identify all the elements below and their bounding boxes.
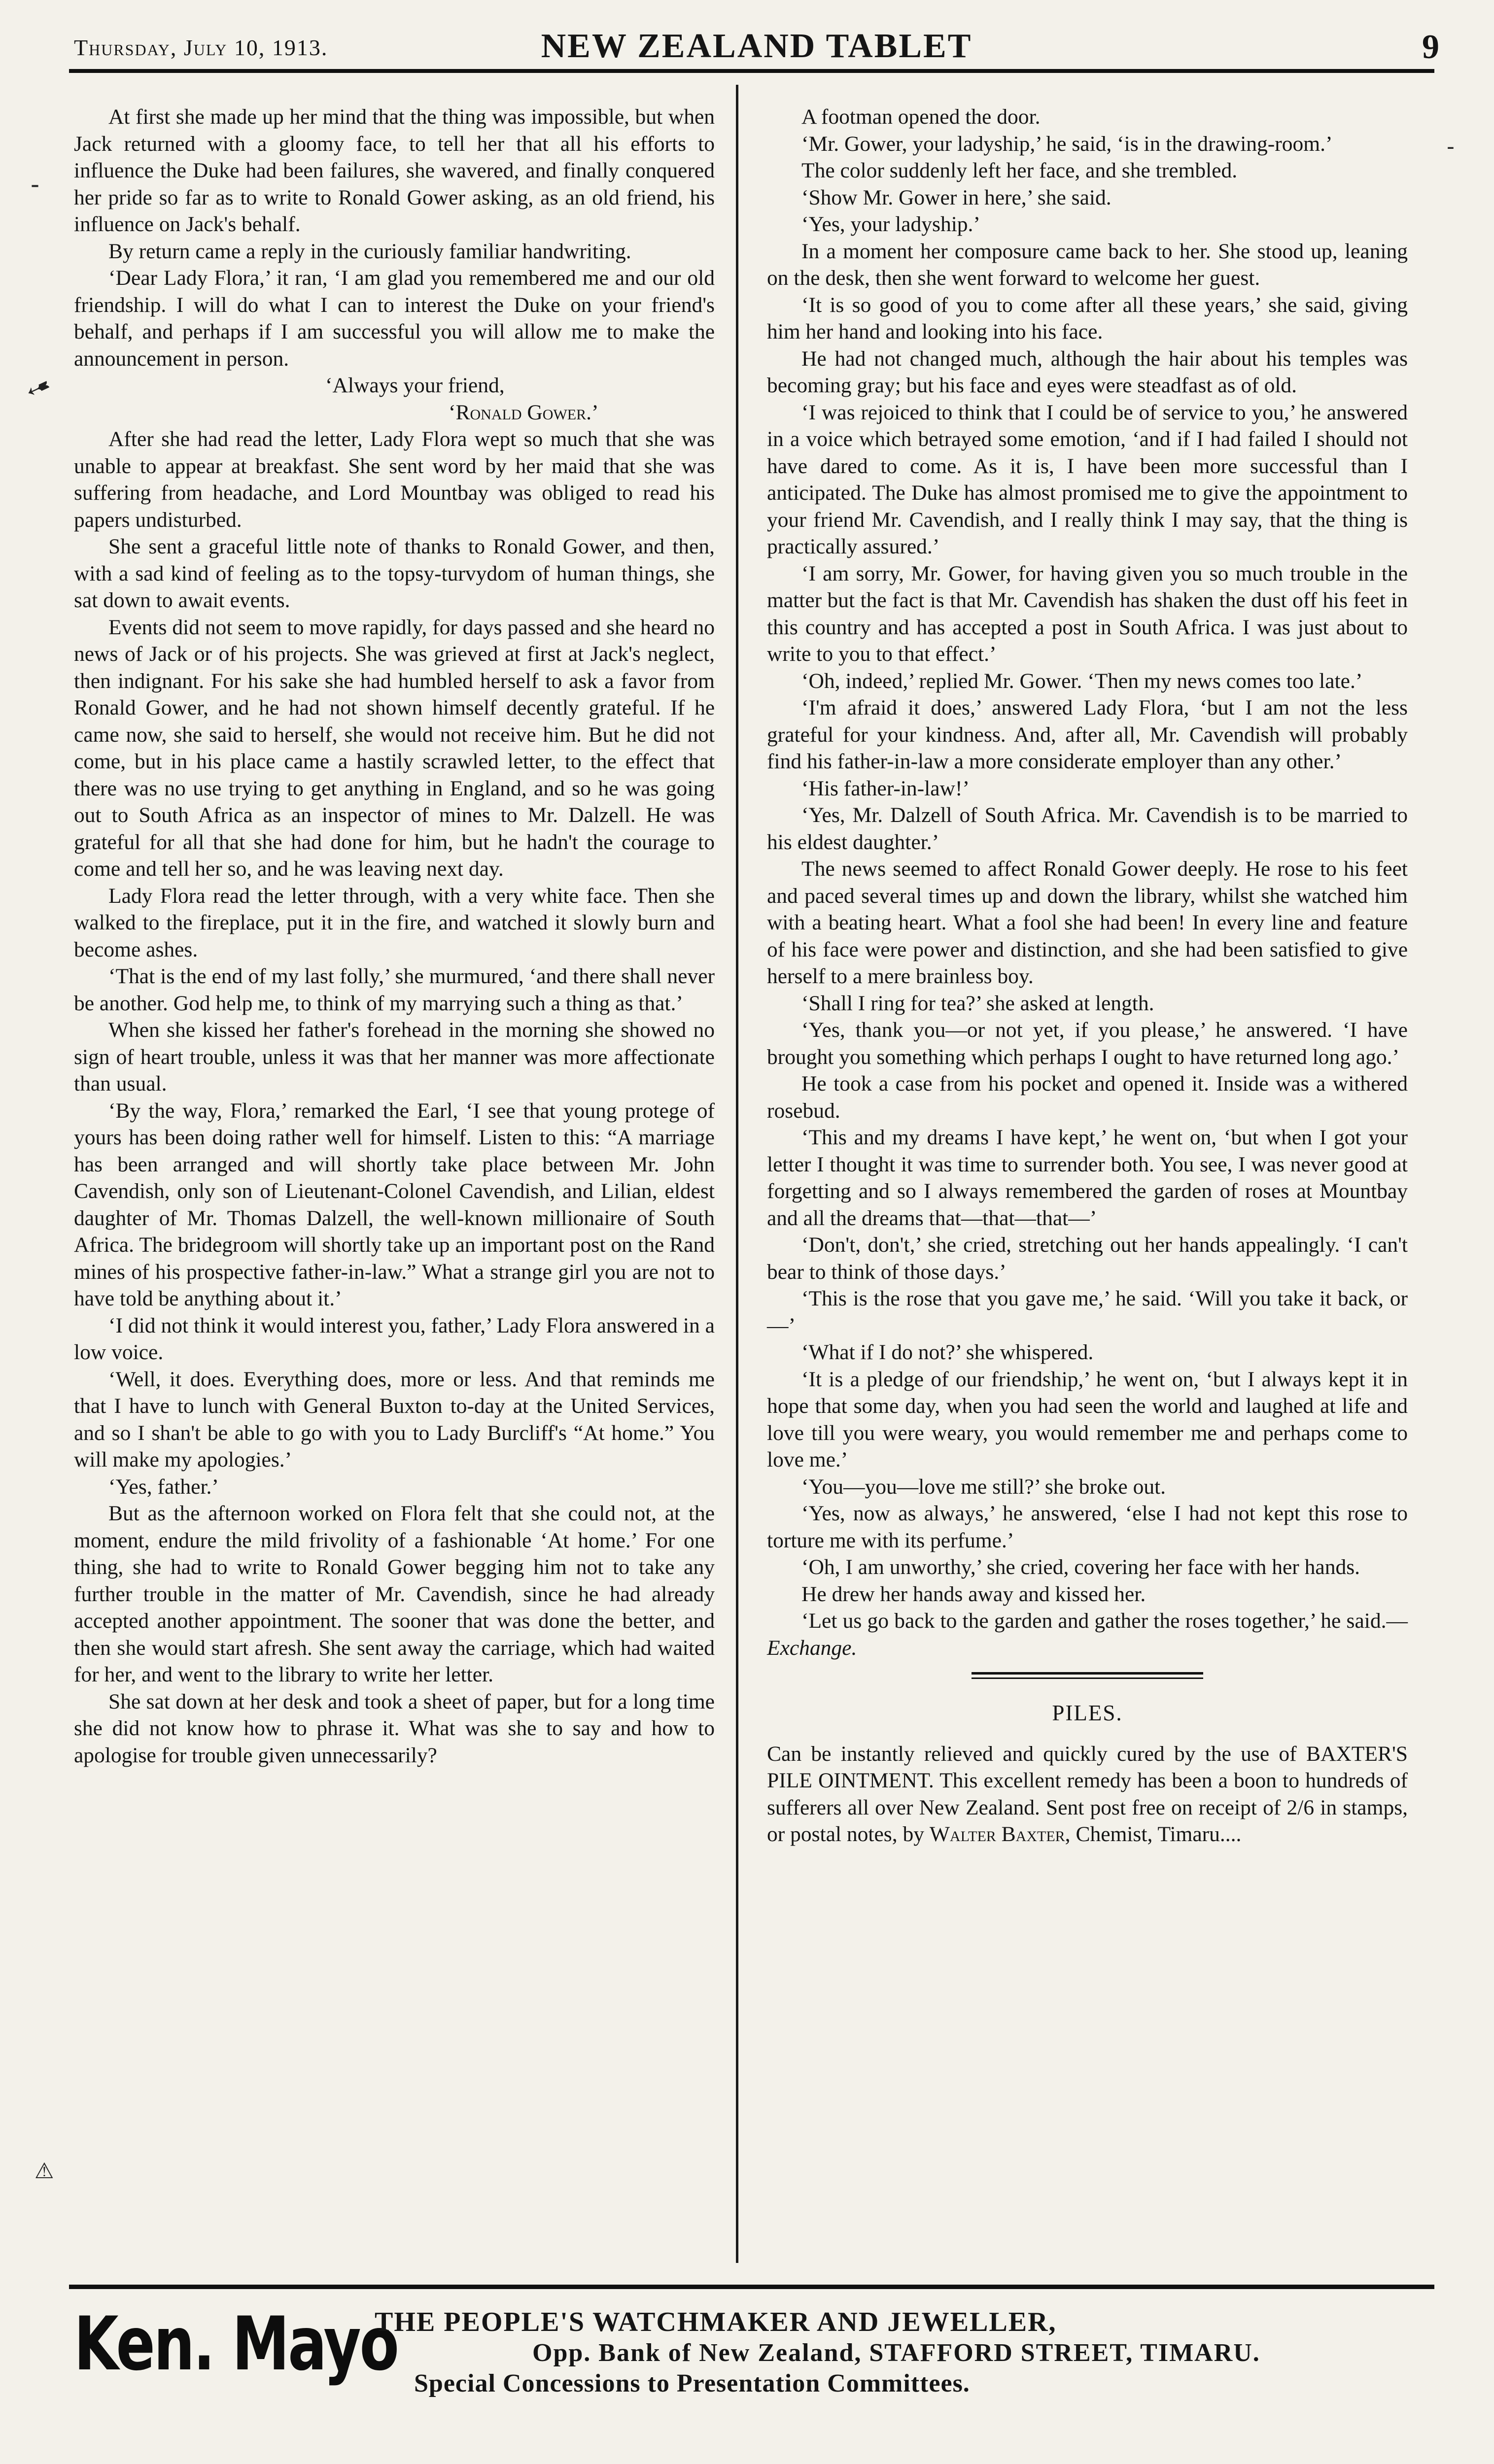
paragraph: He drew her hands away and kissed her.: [801, 1582, 1146, 1606]
paragraph: ‘Mr. Gower, your ladyship,’ he said, ‘is in the drawing-room.’: [801, 132, 1333, 156]
paragraph: ‘What if I do not?’ she whispered.: [801, 1340, 1094, 1364]
paragraph: ‘Shall I ring for tea?’ she asked at length.: [801, 991, 1154, 1015]
story-end-rule: [972, 1672, 1203, 1679]
paragraph: At first she made up her mind that the thing was impossible, but when Jack returned with a gloomy face, to tell her that all his efforts to influence the Duke had been failures, she wavered, and finally conquered her pride so far as to write to Ronald Gower asking, as an old friend, his influence on Jack's behalf.: [74, 105, 715, 236]
source-credit: Exchange.: [767, 1636, 857, 1660]
ad-body: [767, 1741, 1408, 1848]
paragraph: ‘I did not think it would interest you, father,’ Lady Flora answered in a low voice.: [74, 1313, 715, 1364]
closing-text: ‘Let us go back to the garden and gather the roses together,’ he said.—: [801, 1609, 1408, 1633]
paragraph: ‘His father-in-law!’: [801, 776, 970, 800]
paragraph: He took a case from his pocket and opened it. Inside was a withered rosebud.: [767, 1072, 1408, 1123]
paragraph: ‘That is the end of my last folly,’ she murmured, ‘and there shall never be another. God help me, to think of my marrying such a thing as that.’: [74, 964, 715, 1015]
paragraph: The news seemed to affect Ronald Gower deeply. He rose to his feet and paced several times up and down the library, whilst she watched him with a beating heart. What a fool she had been! In every line and feature of his face were power and distinction, and she had been satisfied to give herself to a mere brainless boy.: [767, 857, 1408, 988]
paragraph: ‘I'm afraid it does,’ answered Lady Flora, ‘but I am not the less grateful for your kindness. And, after all, Mr. Cavendish will probably find his father-in-law a more considerate employer than any other.’: [767, 696, 1408, 773]
paragraph: ‘Well, it does. Everything does, more or less. And that reminds me that I have to lunch with General Buxton to-day at the United Services, and so I shan't be able to go with you to Lady Burcliff's “At home.” You will make my apologies.’: [74, 1367, 715, 1472]
advertiser-details: [375, 2306, 1439, 2399]
paragraph: A footman opened the door.: [801, 105, 1041, 129]
paragraph: [767, 1608, 1408, 1661]
advertiser-tagline: THE PEOPLE'S WATCHMAKER AND JEWELLER,: [375, 2307, 1057, 2337]
paragraph: She sat down at her desk and took a sheet of paper, but for a long time she did not know how to phrase it. What was she to say and how to apologise for trouble given unnecessarily?: [74, 1689, 715, 1767]
paragraph: ‘Yes, your ladyship.’: [801, 212, 980, 236]
newspaper-title: NEW ZEALAND TABLET: [541, 27, 973, 65]
paragraph: ‘Yes, father.’: [108, 1474, 219, 1499]
paragraph: ‘Oh, indeed,’ replied Mr. Gower. ‘Then my news comes too late.’: [801, 669, 1363, 693]
paragraph: ‘You—you—love me still?’ she broke out.: [801, 1474, 1166, 1499]
left-column: [74, 103, 715, 1769]
paragraph: He had not changed much, although the hair about his temples was becoming gray; but his face and eyes were steadfast as of old.: [767, 346, 1408, 397]
page-number: 9: [1422, 28, 1439, 66]
paragraph: After she had read the letter, Lady Flora wept so much that she was unable to appear at breakfast. She sent word by her maid that she was suffering from headache, and Lord Mountbay was obliged to read his papers undisturbed.: [74, 427, 715, 532]
paragraph: ‘This and my dreams I have kept,’ he went on, ‘but when I got your letter I thought it was time to surrender both. You see, I was never good at forgetting and so I always remembered the garden of roses at Mountbay and all the dreams that—that—that—’: [767, 1126, 1408, 1230]
ad-seller-location: Chemist, Timaru....: [1076, 1822, 1242, 1846]
paragraph: ‘Yes, Mr. Dalzell of South Africa. Mr. Cavendish is to be married to his eldest daughter.’: [767, 803, 1408, 854]
paragraph: The color suddenly left her face, and she trembled.: [801, 159, 1238, 182]
paragraph: ‘It is so good of you to come after all these years,’ she said, giving him her hand and looking into his face.: [767, 293, 1408, 343]
letter-signature: ‘Ronald Gower.’: [449, 400, 599, 424]
issue-date: Thursday, July 10, 1913.: [74, 35, 328, 60]
ad-title: PILES.: [1052, 1701, 1123, 1725]
paragraph: ‘By the way, Flora,’ remarked the Earl, ‘I see that young protege of yours has been doing rather well for himself. Listen to this: “A marriage has been arranged and will shortly take place between Mr. John Cavendish, only son of Lieutenant-Colonel Cavendish, and Lilian, eldest daughter of Mr. Thomas Dalzell, the well-known millionaire of South Africa. The bridegroom will shortly take up an important post on the Rand mines of his prospective father-in-law.” What a strange girl you are not to have told be anything about it.’: [74, 1098, 715, 1310]
page-header: [74, 24, 1439, 73]
right-column: [767, 103, 1408, 1848]
footer-advertisement: [74, 2296, 1439, 2444]
margin-mark-dash: -: [31, 170, 40, 199]
margin-mark-arrow-icon: ➹: [20, 369, 56, 410]
paragraph: In a moment her composure came back to her. She stood up, leaning on the desk, then she went forward to welcome her guest.: [767, 239, 1408, 290]
column-divider: [736, 85, 738, 2263]
ad-seller-name: Walter Baxter,: [929, 1822, 1071, 1846]
margin-mark-dash-right: -: [1447, 134, 1455, 159]
advertiser-address: Opp. Bank of New Zealand, STAFFORD STREET, TIMARU.: [532, 2339, 1260, 2367]
header-rule: [69, 69, 1434, 73]
paragraph: Events did not seem to move rapidly, for days passed and she heard no news of Jack or of his projects. She was grieved at first at Jack's neglect, then indignant. For his sake she had humbled herself to ask a favor from Ronald Gower, and he had not shown himself decently grateful. If he came now, she said to herself, she would not receive him. But he did not come, but in his place came a hastily scrawled letter, to the effect that there was no use trying to get anything in England, and so he was going out to South Africa as an inspector of mines to Mr. Dalzell. He was grateful for all that she had done for him, but he hadn't the courage to come and tell her so, and he was leaving next day.: [74, 615, 715, 881]
paragraph: ‘Don't, don't,’ she cried, stretching out her hands appealingly. ‘I can't bear to think of those days.’: [767, 1233, 1408, 1284]
paragraph: ‘I was rejoiced to think that I could be of service to you,’ he answered in a voice which betrayed some emotion, ‘and if I had failed I should not have dared to come. As it is, I have been more successful than I anticipated. The Duke has almost promised me to give the appointment to your friend Mr. Cavendish, and I really think I may say, that the thing is practically assured.’: [767, 400, 1408, 558]
paragraph: ‘Dear Lady Flora,’ it ran, ‘I am glad you remembered me and our old friendship. I will do what I can to interest the Duke on your friend's behalf, and perhaps if I am successful you will allow me to make the announcement in person.: [74, 266, 715, 371]
advertiser-offer: Special Concessions to Presentation Committees.: [414, 2369, 970, 2397]
paragraph: But as the afternoon worked on Flora felt that she could not, at the moment, endure the mild frivolity of a fashionable ‘At home.’ For one thing, she had to write to Ronald Gower begging him not to take any further trouble in the matter of Mr. Cavendish, since he had already accepted another appointment. The sooner that was done the better, and then she would start afresh. She sent away the carriage, which had waited for her, and went to the library to write her letter.: [74, 1502, 715, 1686]
paragraph: ‘Yes, thank you—or not yet, if you please,’ he answered. ‘I have brought you something which perhaps I ought to have returned long ago.’: [767, 1018, 1408, 1069]
footer-rule: [69, 2285, 1434, 2289]
piles-advertisement: [767, 1741, 1408, 1848]
margin-mark-caret-icon: ⚠: [35, 2158, 54, 2184]
letter-closing: ‘Always your friend,: [325, 374, 505, 397]
ad-body-text: Can be instantly relieved and quickly cured by the use of BAXTER'S PILE OINTMENT. This excellent remedy has been a boon to hundreds of sufferers all over New Zealand. Sent post free on receipt of 2/6 in stamps, or postal notes, by: [767, 1742, 1408, 1846]
paragraph: ‘Show Mr. Gower in here,’ she said.: [801, 185, 1112, 209]
paragraph: When she kissed her father's forehead in the morning she showed no sign of heart trouble, unless it was that her manner was more affectionate than usual.: [74, 1018, 715, 1095]
advertiser-brand: Ken. Mayo: [74, 2301, 398, 2387]
paragraph: ‘Yes, now as always,’ he answered, ‘else I had not kept this rose to torture me with its perfume.’: [767, 1502, 1408, 1552]
paragraph: ‘I am sorry, Mr. Gower, for having given you so much trouble in the matter but the fact is that Mr. Cavendish has shaken the dust off his feet in this country and has accepted a post in South Africa. I was just about to write to you to that effect.’: [767, 561, 1408, 666]
paragraph: Lady Flora read the letter through, with a very white face. Then she walked to the fireplace, put it in the fire, and watched it slowly burn and become ashes.: [74, 884, 715, 961]
paragraph: By return came a reply in the curiously familiar handwriting.: [108, 239, 631, 263]
paragraph: ‘Oh, I am unworthy,’ she cried, covering her face with her hands.: [801, 1555, 1360, 1579]
paragraph: ‘This is the rose that you gave me,’ he said. ‘Will you take it back, or—’: [767, 1287, 1408, 1337]
paragraph: She sent a graceful little note of thanks to Ronald Gower, and then, with a sad kind of feeling as to the topsy-turvydom of human things, she sat down to await events.: [74, 535, 715, 612]
paragraph: ‘It is a pledge of our friendship,’ he went on, ‘but I always kept it in hope that some day, when you had seen the world and laughed at life and love till you were weary, you would remember me and perhaps come to love me.’: [767, 1367, 1408, 1472]
